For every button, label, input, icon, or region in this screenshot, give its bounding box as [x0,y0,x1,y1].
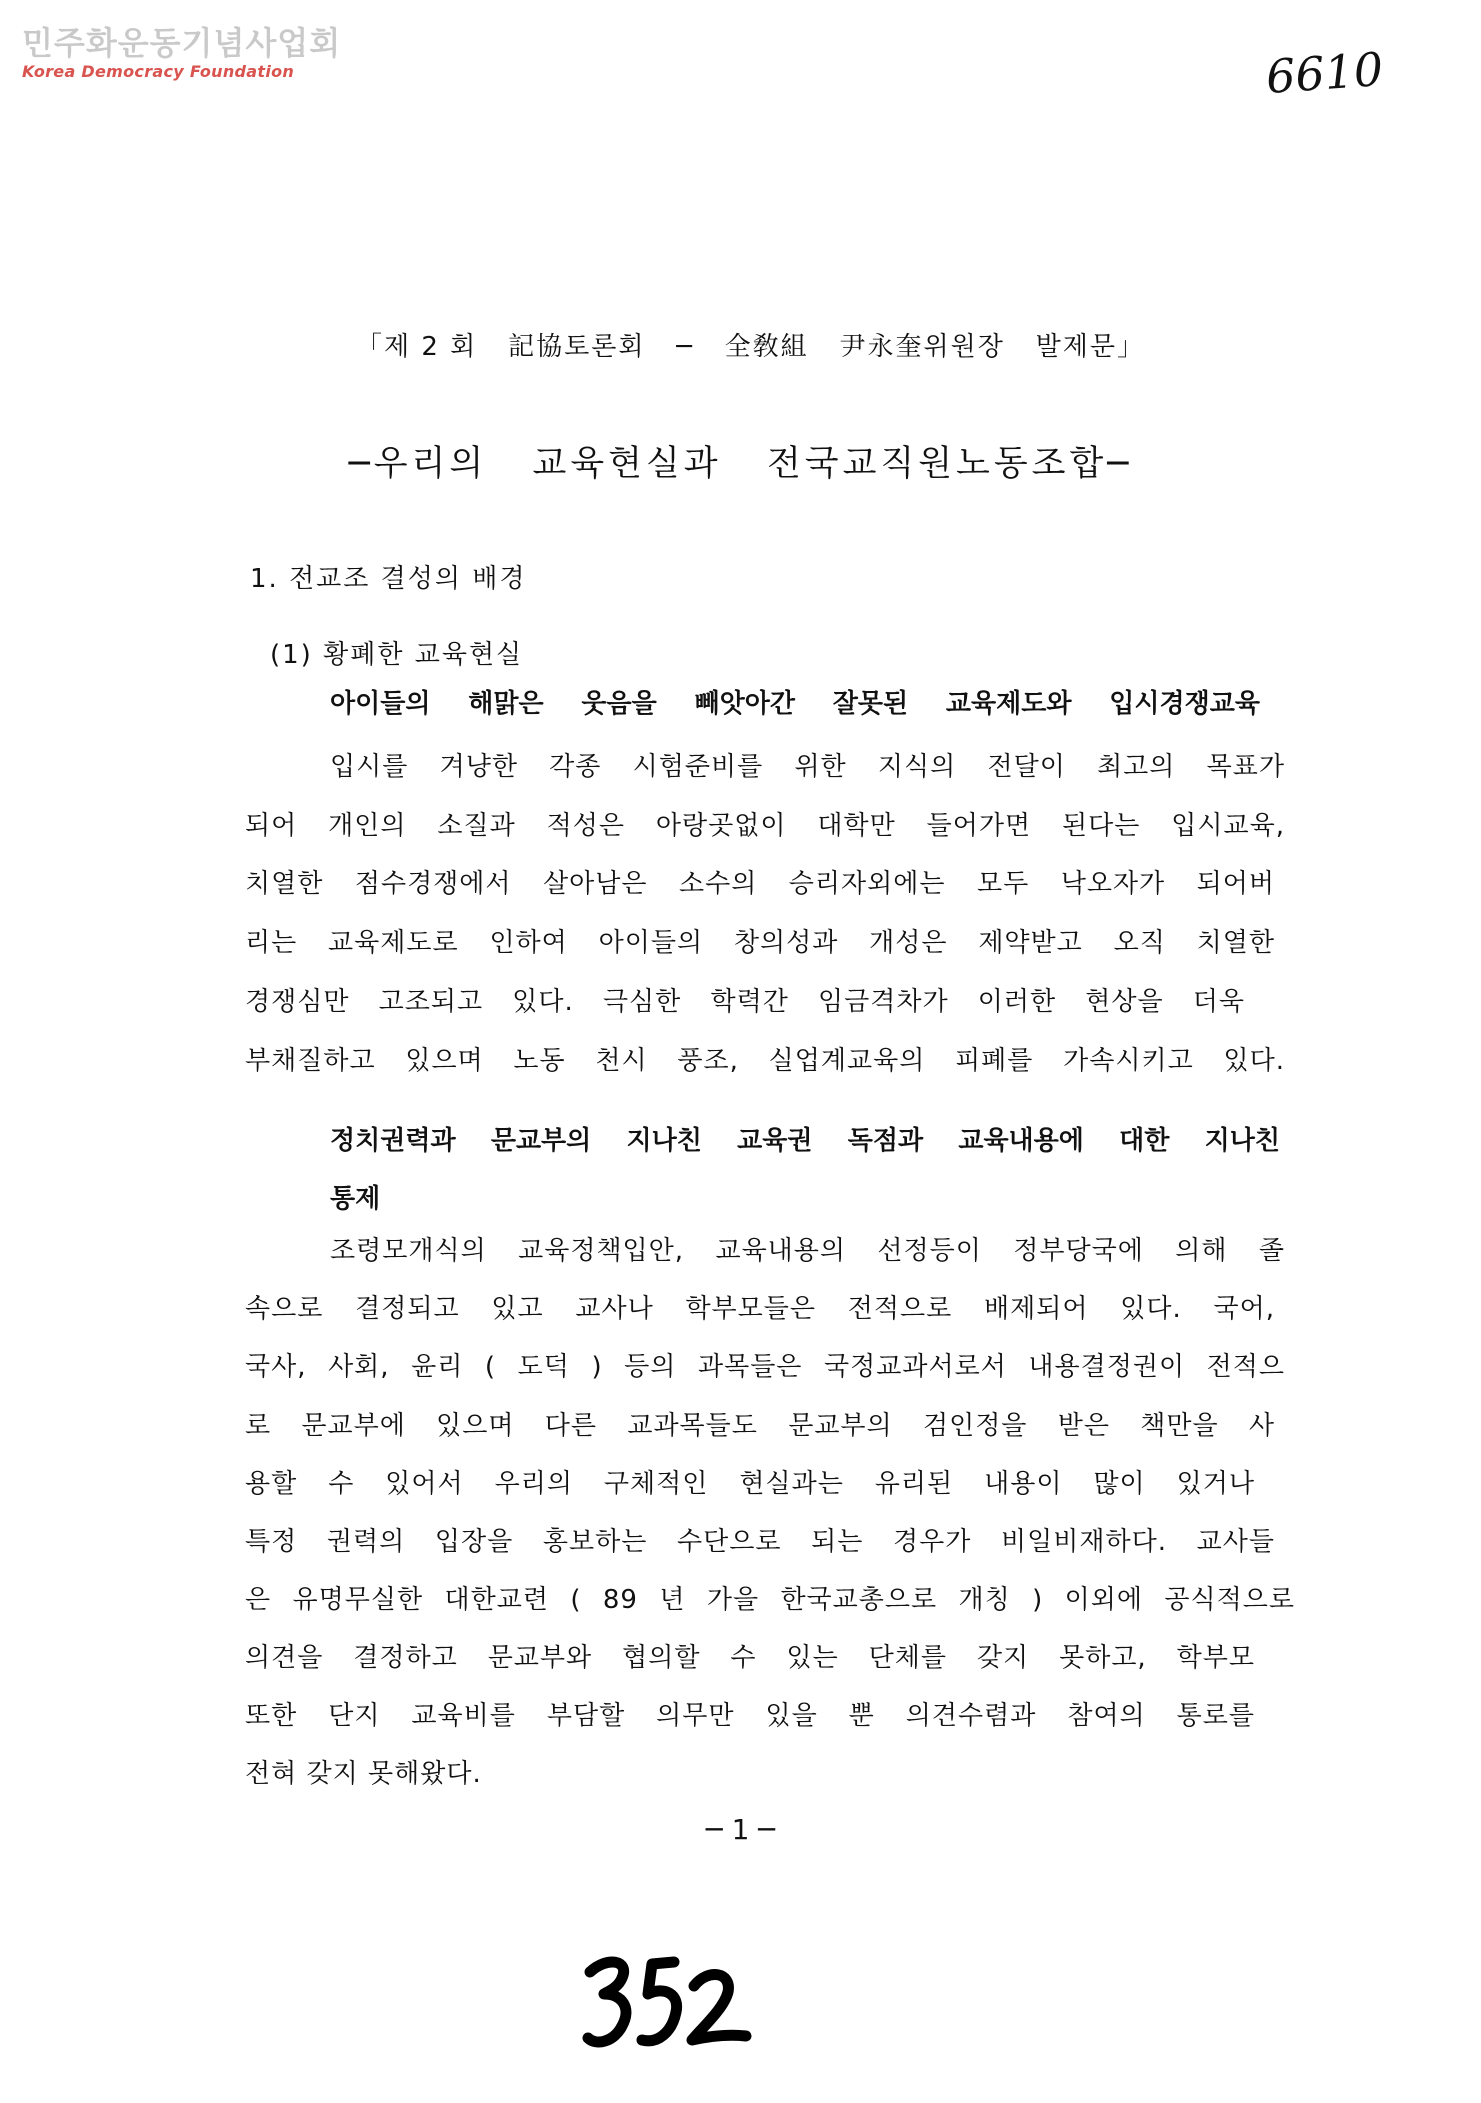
header-line: 「제 2 회 記協토론회 ─ 全敎組 尹永奎위원장 발제문」 [356,332,1145,362]
paragraph-line: 의견을 결정하고 문교부와 협의할 수 있는 단체를 갖지 못하고, 학부모 [245,1643,1255,1673]
paragraph-line: 또한 단지 교육비를 부담할 의무만 있을 뿐 의견수렴과 참여의 통로를 [245,1701,1255,1731]
paragraph-line: 용할 수 있어서 우리의 구체적인 현실과는 유리된 내용이 많이 있거나 [245,1469,1255,1499]
handwritten-archive-number [582,1950,752,2060]
bold-heading: 정치권력과 문교부의 지나친 교육권 독점과 교육내용에 대한 지나친 [330,1126,1280,1156]
bold-heading: 통제 [330,1184,381,1214]
paragraph-line: 국사, 사회, 윤리 ( 도덕 ) 등의 과목들은 국정교과서로서 내용결정권이 전적으 [245,1352,1285,1382]
paragraph-line: 치열한 점수경쟁에서 살아남은 소수의 승리자외에는 모두 낙오자가 되어버 [245,869,1275,899]
paragraph-line: 은 유명무실한 대한교련 ( 89 년 가을 한국교총으로 개칭 ) 이외에 공식적으로 [245,1585,1295,1615]
bold-heading: 아이들의 해맑은 웃음을 빼앗아간 잘못된 교육제도와 입시경쟁교육 [330,689,1260,719]
paragraph-line: 경쟁심만 고조되고 있다. 극심한 학력간 임금격차가 이러한 현상을 더욱 [245,987,1245,1017]
paragraph-line: 속으로 결정되고 있고 교사나 학부모들은 전적으로 배제되어 있다. 국어, [245,1294,1275,1324]
handwritten-document-number: 6610 [1264,41,1385,105]
paragraph-line: 되어 개인의 소질과 적성은 아랑곳없이 대학만 들어가면 된다는 입시교육, [245,811,1285,841]
watermark-logo-english: Korea Democracy Foundation [22,62,295,81]
paragraph-line: 전혀 갖지 못해왔다. [245,1759,482,1789]
paragraph-line: 조령모개식의 교육정책입안, 교육내용의 선정등이 정부당국에 의해 졸 [330,1236,1285,1266]
paragraph-line: 리는 교육제도로 인하여 아이들의 창의성과 개성은 제약받고 오직 치열한 [245,928,1275,958]
paragraph-line: 특정 권력의 입장을 홍보하는 수단으로 되는 경우가 비일비재하다. 교사들 [245,1527,1275,1557]
section-heading: 1. 전교조 결성의 배경 [250,564,527,594]
paragraph-line: 부채질하고 있으며 노동 천시 풍조, 실업계교육의 피폐를 가속시키고 있다. [245,1046,1285,1076]
document-title: ─우리의 교육현실과 전국교직원노동조합─ [348,444,1133,484]
watermark-logo-korean: 민주화운동기념사업회 [22,24,342,62]
paragraph-line: 로 문교부에 있으며 다른 교과목들도 문교부의 검인정을 받은 책만을 사 [245,1411,1275,1441]
paragraph-line: 입시를 겨냥한 각종 시험준비를 위한 지식의 전달이 최고의 목표가 [330,752,1285,782]
page-number: ─ 1 ─ [705,1813,776,1846]
subsection-heading: (1) 황폐한 교육현실 [270,640,524,670]
